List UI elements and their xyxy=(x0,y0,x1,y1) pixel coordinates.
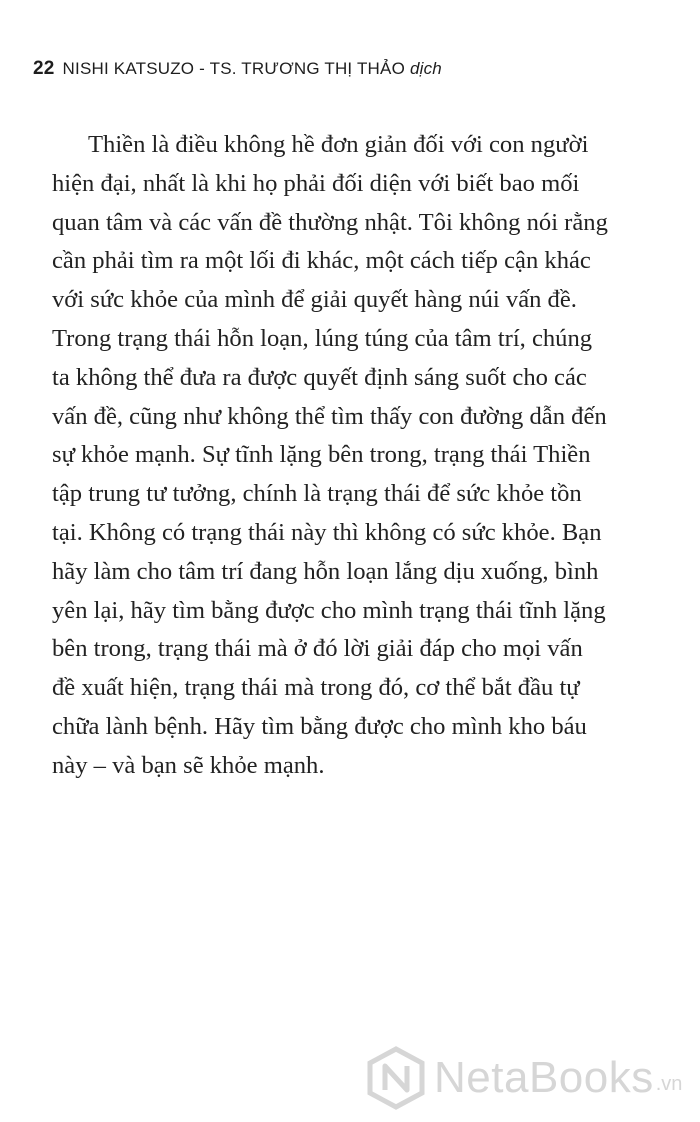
text-line: hiện đại, nhất là khi họ phải đối diện với biết bao mối xyxy=(52,169,580,197)
text-line: yên lại, hãy tìm bằng được cho mình trạng thái tĩnh lặng xyxy=(52,596,606,624)
netabooks-logo-icon xyxy=(366,1046,426,1110)
text-line: quan tâm và các vấn đề thường nhật. Tôi không nói rằng xyxy=(52,208,608,236)
text-line: hãy làm cho tâm trí đang hỗn loạn lắng dịu xuống, bình xyxy=(52,557,599,585)
text-line: Thiền là điều không hề đơn giản đối với con người xyxy=(88,131,589,158)
text-line: tập trung tư tưởng, chính là trạng thái để sức khỏe tồn xyxy=(52,480,582,508)
body-paragraph xyxy=(52,126,668,786)
text-line: sự khỏe mạnh. Sự tĩnh lặng bên trong, trạng thái Thiền xyxy=(52,441,591,469)
text-line: ta không thể đưa ra được quyết định sáng suốt cho các xyxy=(52,363,587,391)
text-line: với sức khỏe của mình để giải quyết hàng núi vấn đề. xyxy=(52,286,577,314)
watermark-brand: NetaBooks xyxy=(434,1053,654,1102)
running-header xyxy=(33,58,442,80)
text-line: tại. Không có trạng thái này thì không có sức khỏe. Bạn xyxy=(52,518,602,546)
page-number: 22 xyxy=(33,58,55,79)
watermark-tld: .vn xyxy=(655,1073,683,1095)
text-line: chữa lành bệnh. Hãy tìm bằng được cho mình kho báu xyxy=(52,712,587,740)
text-line: Trong trạng thái hỗn loạn, lúng túng của tâm trí, chúng xyxy=(52,324,593,352)
text-line: bên trong, trạng thái mà ở đó lời giải đáp cho mọi vấn xyxy=(52,635,583,663)
header-authors: NISHI KATSUZO - TS. TRƯƠNG THỊ THẢO xyxy=(62,59,405,78)
header-translator-suffix: dịch xyxy=(409,59,442,78)
watermark xyxy=(366,1040,682,1116)
text-line: đề xuất hiện, trạng thái mà trong đó, cơ thể bắt đầu tự xyxy=(52,674,580,702)
text-line: cần phải tìm ra một lối đi khác, một cách tiếp cận khác xyxy=(52,247,591,275)
text-line: vấn đề, cũng như không thể tìm thấy con đường dẫn đến xyxy=(52,402,607,430)
text-line: này – và bạn sẽ khỏe mạnh. xyxy=(52,751,325,779)
